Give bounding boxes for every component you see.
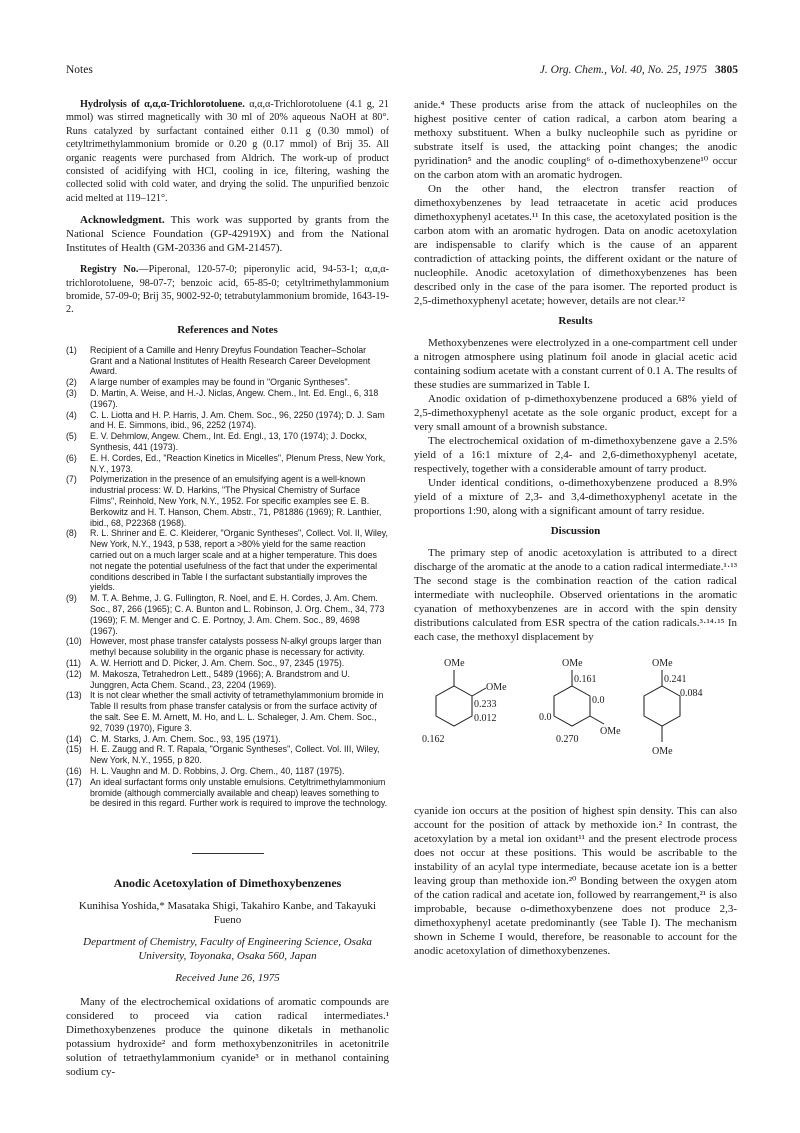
- hydrolysis-text: α,α,α-Trichlorotoluene (4.1 g, 21 mmol) was stirred magnetically with 30 ml of 20% aqueous NaOH at 80°. Runs catalyzed by surfactant contained either 0.11 g (0.30 mmol) of cetyltrimethylammonium bromide or 0.20 g (0.17 mmol) of Brij 35. All organic reagents were purchased from Aldrich. The work-up of product consisted of acidifying with HCl, cooling in ice, filtering, washing the collected solid with cold water, and drying the solid. The unpurified benzoic acid melted at 119–121°.: [66, 99, 389, 204]
- spin-density-structures: [414, 652, 737, 798]
- reference-item: [66, 474, 389, 528]
- reference-item: [66, 690, 389, 733]
- article-title: Anodic Acetoxylation of Dimethoxybenzenes: [113, 876, 342, 891]
- ortho-value-3: 0.162: [422, 734, 445, 745]
- structures-figure: [414, 652, 737, 798]
- reference-text: H. E. Zaugg and R. T. Rapala, "Organic Syntheses", Collect. Vol. III, Wiley, New York, N.Y., 1955, p 820.: [90, 744, 380, 766]
- reference-number: (8): [66, 528, 77, 539]
- article-divider: [192, 853, 264, 854]
- reference-number: (10): [66, 636, 82, 647]
- ortho-ring: [436, 686, 472, 726]
- reference-number: (5): [66, 431, 77, 442]
- reference-text: A. W. Herriott and D. Picker, J. Am. Chem. Soc., 97, 2345 (1975).: [90, 657, 345, 668]
- meta-sub-label: OMe: [600, 726, 621, 737]
- reference-number: (7): [66, 474, 77, 485]
- meta-ring: [554, 686, 590, 726]
- reference-item: [66, 593, 389, 636]
- article-received: Received June 26, 1975: [175, 972, 280, 985]
- meta-bond-sub: [590, 716, 604, 724]
- header-journal: [540, 64, 738, 76]
- para-value-1: 0.241: [664, 674, 687, 685]
- acknowledgment-paragraph: [66, 213, 389, 255]
- meta-value-2: 0.0: [592, 695, 605, 706]
- reference-text: C. M. Starks, J. Am. Chem. Soc., 93, 195 (1971).: [90, 733, 281, 744]
- reference-text: E. H. Cordes, Ed., "Reaction Kinetics in Micelles", Plenum Press, New York, N.Y., 1973.: [90, 452, 386, 474]
- results-paragraph-3: The electrochemical oxidation of m-dimethoxybenzene gave a 2.5% yield of a 16:1 mixture of 2,4- and 2,6-dimethoxyphenyl acetate, respectively, together with a considerable amount of tarry product.: [414, 435, 737, 475]
- right-column: [414, 98, 737, 958]
- meta-value-3: 0.0: [539, 712, 552, 723]
- results-paragraph-1: Methoxybenzenes were electrolyzed in a one-compartment cell under a nitrogen atmosphere using platinum foil anode in glacial acetic acid containing sodium acetate with a constant current of 0.1 A. The results of these studies are summarized in Table I.: [414, 337, 737, 391]
- reference-text: Recipient of a Camille and Henry Dreyfus Foundation Teacher–Scholar Grant and a National Institutes of Health Research Career Development Award.: [90, 344, 371, 377]
- discussion-paragraph-2: cyanide ion occurs at the position of highest spin density. This can also account for the position of attack by methoxide ion.² In contrast, the acetoxylation by a metal ion oxidant¹¹ and the present electrode process does not occur at these positions. This would be ascribable to the instability of an acylal type intermediate, because acetate ion is a better leaving group than methoxide ion.²⁰ Bonding between the oxygen atom of the cation radical and acetate ion, followed by rearrangement,²¹ is also improbable, because o-dimethoxybenzene does not produce 2,3-dimethoxyphenyl acetate predominantly (see Table I). The mechanism shown in Scheme I would, therefore, be reasonable to account for the anodic acetoxylation of dimethoxybenzenes.: [414, 805, 737, 957]
- reference-item: [66, 528, 389, 593]
- reference-item: [66, 453, 389, 475]
- reference-number: (14): [66, 733, 82, 744]
- header-section: Notes: [66, 64, 93, 76]
- reference-text: E. V. Dehmlow, Angew. Chem., Int. Ed. Engl., 13, 170 (1974); J. Dockx, Synthesis, 441 (1973).: [90, 431, 367, 453]
- page-number: 3805: [715, 64, 738, 76]
- article-affiliation: Department of Chemistry, Faculty of Engineering Science, Osaka University, Toyonaka, Osaka 560, Japan: [83, 936, 372, 963]
- right-paragraph-2: On the other hand, the electron transfer reaction of dimethoxybenzenes by lead tetraacetate in acetic acid produces dimethoxyphenyl acetates.¹¹ In this case, the acetoxylated position is the carbon atom with an aromatic hydrogen. Data on anodic acetoxylation are indispensable to clarify which is the cause of an apparent contradiction of attacking points, the different oxidant or the nature of nucleophile. Anodic acetoxylation of dimethoxybenzenes has been described only in the case of the para isomer. The reported product is 2,5-dimethoxyphenyl acetate; however, details are not clear.¹²: [414, 183, 737, 307]
- left-column: [66, 98, 389, 1079]
- reference-item: [66, 388, 389, 410]
- reference-number: (16): [66, 765, 82, 776]
- reference-text: A large number of examples may be found in "Organic Syntheses".: [90, 377, 351, 388]
- para-ring: [644, 686, 680, 726]
- results-heading: Results: [558, 315, 593, 327]
- reference-item: [66, 377, 389, 388]
- discussion-heading: Discussion: [550, 525, 601, 537]
- registry-title: Registry No.: [80, 264, 139, 276]
- results-paragraph-4: Under identical conditions, o-dimethoxybenzene produced a 8.9% yield of a mixture of 2,3- and 3,4-dimethoxyphenyl acetate in the proportions 1:90, along with a significant amount of tarry residue.: [414, 477, 737, 517]
- reference-text: C. L. Liotta and H. P. Harris, J. Am. Chem. Soc., 96, 2250 (1974); D. J. Sam and H. E. Simmons, ibid., 96, 2252 (1974).: [90, 409, 385, 431]
- ortho-bond-sub: [472, 688, 486, 696]
- reference-item: [66, 744, 389, 766]
- reference-number: (1): [66, 344, 77, 355]
- reference-number: (4): [66, 409, 77, 420]
- reference-number: (15): [66, 744, 82, 755]
- ortho-value-1: 0.233: [474, 699, 497, 710]
- references-heading: References and Notes: [177, 323, 278, 336]
- right-paragraph-1: anide.⁴ These products arise from the attack of nucleophiles on the highest positive center of cation radical, a carbon atom bearing a methoxy substituent. When a bulky nucleophile such as pyridine or substrate itself is used, the attacking point changes; the anodic pyridination⁵ and the anodic coupling⁶ of o-dimethoxybenzene¹⁰ occur on the carbon atom with an aromatic hydrogen.: [414, 99, 737, 181]
- para-top-label: OMe: [652, 658, 673, 669]
- reference-item: [66, 658, 389, 669]
- reference-number: (17): [66, 776, 82, 787]
- discussion-paragraph-1: The primary step of anodic acetoxylation is attributed to a direct discharge of the aromatic at the anode to a cation radical intermediate.¹·¹³ The second stage is the combination reaction of the cation radical intermediate with nucleophile. Observed orientations in the aromatic cyanation of methoxybenzenes are in accord with the spin density distributions calculated from ESR spectra of the cation radicals.³·¹⁴·¹⁵ In each case, the methoxyl displacement by: [414, 547, 737, 643]
- para-value-2: 0.084: [680, 688, 703, 699]
- reference-item: [66, 636, 389, 658]
- hydrolysis-title: Hydrolysis of α,α,α-Trichlorotoluene.: [80, 99, 245, 110]
- registry-text: —Piperonal, 120-57-0; piperonylic acid, 94-53-1; α,α,α-trichlorotoluene, 98-07-7; benzoic acid, 65-85-0; cetyltrimethylammonium bromide, 57-09-0; Brij 35, 9002-92-0; tetrabutylammonium bromide, 1643-19-2.: [66, 264, 389, 316]
- ortho-sub-label: OMe: [486, 682, 507, 693]
- reference-item: [66, 410, 389, 432]
- meta-top-label: OMe: [562, 658, 583, 669]
- article-intro: Many of the electrochemical oxidations of aromatic compounds are considered to proceed via cation radical intermediates.¹ Dimethoxybenzenes produce the quinone diketals in methanolic potassium hydroxide² and form methoxybenzonitriles in acetonitrile solution of tetraethylammonium cyanide³ or in methanol containing sodium cy-: [66, 996, 389, 1079]
- reference-text: Polymerization in the presence of an emulsifying agent is a well-known industrial process: W. D. Harkins, "The Physical Chemistry of Surface Films", Reinhold, New York, N.Y., 1952. For specific examples see E. B. Berkowitz and H. T. Hanson, Chem. Abstr., 71, P81886 (1969); R. Lanthier, ibid., 68, P22368 (1968).: [90, 474, 382, 528]
- reference-item: [66, 345, 389, 377]
- reference-text: H. L. Vaughn and M. D. Robbins, J. Org. Chem., 40, 1187 (1975).: [90, 765, 345, 776]
- registry-paragraph: [66, 263, 389, 317]
- results-paragraph-2: Anodic oxidation of p-dimethoxybenzene produced a 68% yield of 2,5-dimethoxyphenyl acetate as the sole organic product, except for a very small amount of a brownish substance.: [414, 393, 737, 433]
- reference-text: R. L. Shriner and E. C. Kleiderer, "Organic Syntheses", Collect. Vol. II, Wiley, New York, N.Y., 1943, p 538, report a >80% yield for the same reaction carried out on a much larger scale and at a higher temperature. This does not negate the potential usefulness of the fact that under the experimental conditions described in Table I the surfactant substantially improves the yields.: [90, 528, 388, 593]
- reference-item: [66, 669, 389, 691]
- reference-text: D. Martin, A. Weise, and H.-J. Niclas, Angew. Chem., Int. Ed. Engl., 6, 318 (1967).: [90, 388, 379, 409]
- reference-item: [66, 777, 389, 809]
- references-list: [66, 345, 389, 809]
- reference-number: (2): [66, 377, 77, 388]
- ortho-value-2: 0.012: [474, 713, 497, 724]
- reference-number: (9): [66, 593, 77, 604]
- ortho-top-label: OMe: [444, 658, 465, 669]
- reference-text: An ideal surfactant forms only unstable emulsions. Cetyltrimethylammonium bromide (although commercially available and cheap) leaves something to be desired in this regard. Further work is required to improve the technology.: [90, 776, 388, 809]
- reference-number: (3): [66, 388, 77, 399]
- para-bottom-label: OMe: [652, 746, 673, 757]
- reference-item: [66, 431, 389, 453]
- reference-text: However, most phase transfer catalysts possess N-alkyl groups larger than methyl because solubility in the organic phase is necessary for activity.: [90, 636, 382, 658]
- reference-item: [66, 766, 389, 777]
- journal-citation: J. Org. Chem., Vol. 40, No. 25, 1975: [539, 64, 707, 76]
- meta-value-1: 0.161: [574, 674, 597, 685]
- hydrolysis-paragraph: [66, 98, 389, 205]
- reference-text: M. T. A. Behme, J. G. Fullington, R. Noel, and E. H. Cordes, J. Am. Chem. Soc., 87, 266 (1965); C. A. Bunton and L. Robinson, J. Org. Chem., 34, 773 (1969); F. M. Menger and C. E. Portnoy, J. Am. Chem. Soc., 89, 4698 (1967).: [90, 593, 385, 636]
- reference-number: (12): [66, 668, 82, 679]
- article-authors: Kunihisa Yoshida,* Masataka Shigi, Takahiro Kanbe, and Takayuki Fueno: [78, 900, 377, 927]
- reference-text: It is not clear whether the small activity of tetramethylammonium bromide in Table II results from phase transfer catalysis or from the surface activity of the salt. See E. M. Arnett, M. Ho, and L. L. Schaleger, J. Am. Chem. Soc., 92, 7039 (1970), Figure 3.: [90, 690, 384, 733]
- reference-number: (11): [66, 657, 81, 668]
- meta-value-4: 0.270: [556, 734, 579, 745]
- acknowledgment-text: This work was supported by grants from the National Science Foundation (GP-42919X) and from the National Institutes of Health (GM-20336 and GM-21457).: [66, 214, 389, 255]
- page-header: [66, 64, 738, 80]
- reference-number: (6): [66, 452, 77, 463]
- reference-item: [66, 734, 389, 745]
- reference-text: M. Makosza, Tetrahedron Lett., 5489 (1966); A. Brandstrom and U. Junggren, Acta Chem. Scand., 23, 2204 (1969).: [90, 668, 350, 690]
- acknowledgment-title: Acknowledgment.: [80, 214, 165, 227]
- reference-number: (13): [66, 690, 82, 701]
